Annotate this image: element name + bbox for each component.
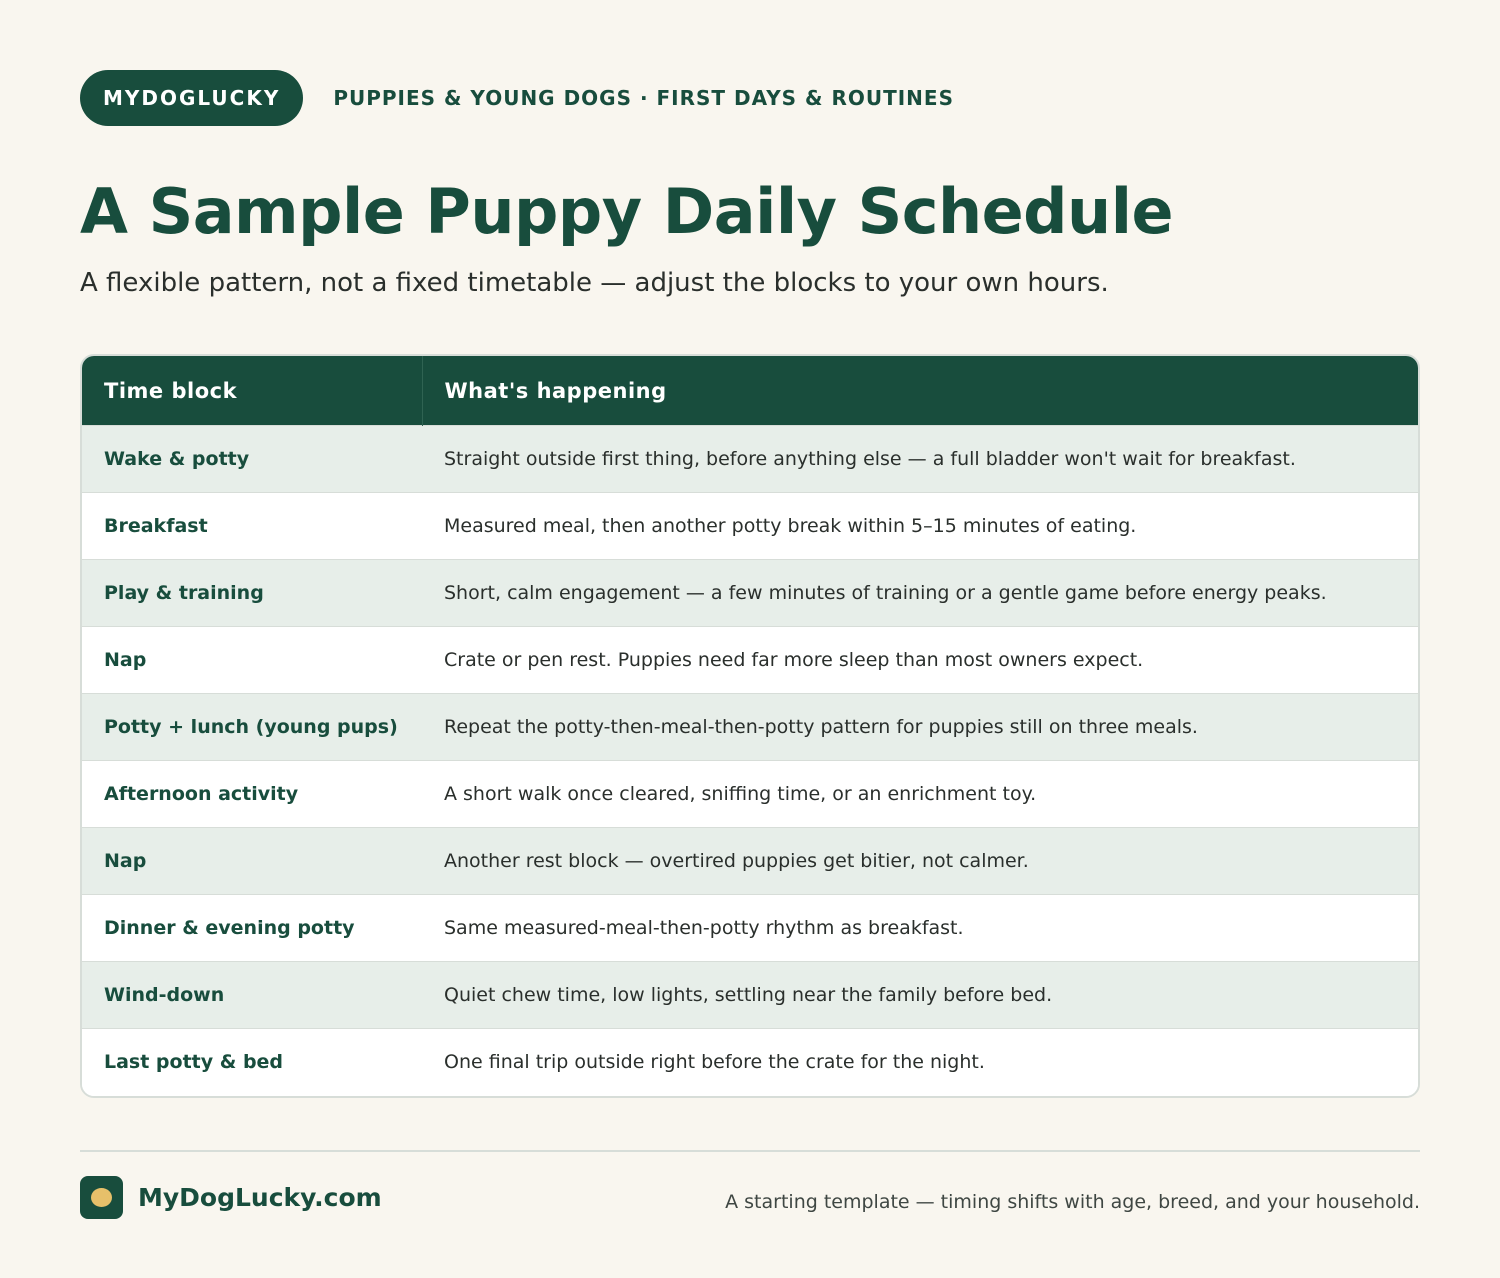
footer-note: A starting template — timing shifts with age, breed, and your household. xyxy=(725,1191,1420,1213)
time-block-cell: Potty + lunch (young pups) xyxy=(82,694,422,761)
description-cell: Straight outside first thing, before anything else — a full bladder won't wait for breakfast. xyxy=(422,426,1418,493)
description-cell: Another rest block — overtired puppies get bitier, not calmer. xyxy=(422,828,1418,895)
footer-brand[interactable] xyxy=(80,1176,382,1219)
time-block-cell: Breakfast xyxy=(82,493,422,560)
category-label: PUPPIES & YOUNG DOGS · FIRST DAYS & ROUTINES xyxy=(333,86,954,110)
footer-site-link[interactable]: MyDogLucky.com xyxy=(138,1182,382,1212)
time-block-cell: Afternoon activity xyxy=(82,761,422,828)
page-subtitle: A flexible pattern, not a fixed timetable — adjust the blocks to your own hours. xyxy=(80,268,1109,298)
dog-logo-icon xyxy=(80,1176,123,1219)
time-block-cell: Play & training xyxy=(82,560,422,627)
description-cell: Short, calm engagement — a few minutes of training or a gentle game before energy peaks. xyxy=(422,560,1418,627)
page xyxy=(80,70,1420,1213)
table-row xyxy=(82,895,1418,962)
table-row xyxy=(82,493,1418,560)
time-block-cell: Last potty & bed xyxy=(82,1029,422,1096)
column-header-whats-happening: What's happening xyxy=(422,356,1418,426)
time-block-cell: Nap xyxy=(82,627,422,694)
schedule-table xyxy=(80,354,1420,1098)
description-cell: Repeat the potty-then-meal-then-potty pattern for puppies still on three meals. xyxy=(422,694,1418,761)
footer-divider xyxy=(80,1150,1420,1152)
column-header-time-block: Time block xyxy=(82,356,422,426)
brand-badge[interactable]: MYDOGLUCKY xyxy=(80,70,303,126)
time-block-cell: Dinner & evening potty xyxy=(82,895,422,962)
table-row xyxy=(82,761,1418,828)
time-block-cell: Nap xyxy=(82,828,422,895)
table-header-row xyxy=(82,356,1418,426)
description-cell: One final trip outside right before the crate for the night. xyxy=(422,1029,1418,1096)
table-row xyxy=(82,962,1418,1029)
table-row xyxy=(82,828,1418,895)
description-cell: Measured meal, then another potty break within 5–15 minutes of eating. xyxy=(422,493,1418,560)
time-block-cell: Wind-down xyxy=(82,962,422,1029)
description-cell: A short walk once cleared, sniffing time, or an enrichment toy. xyxy=(422,761,1418,828)
time-block-cell: Wake & potty xyxy=(82,426,422,493)
table-row xyxy=(82,627,1418,694)
table-row xyxy=(82,426,1418,493)
topbar xyxy=(80,70,1420,126)
table-row xyxy=(82,1029,1418,1096)
footer xyxy=(80,1175,1420,1219)
page-title: A Sample Puppy Daily Schedule xyxy=(80,175,1173,248)
description-cell: Same measured-meal-then-potty rhythm as breakfast. xyxy=(422,895,1418,962)
table-row xyxy=(82,694,1418,761)
table-row xyxy=(82,560,1418,627)
description-cell: Crate or pen rest. Puppies need far more sleep than most owners expect. xyxy=(422,627,1418,694)
description-cell: Quiet chew time, low lights, settling near the family before bed. xyxy=(422,962,1418,1029)
